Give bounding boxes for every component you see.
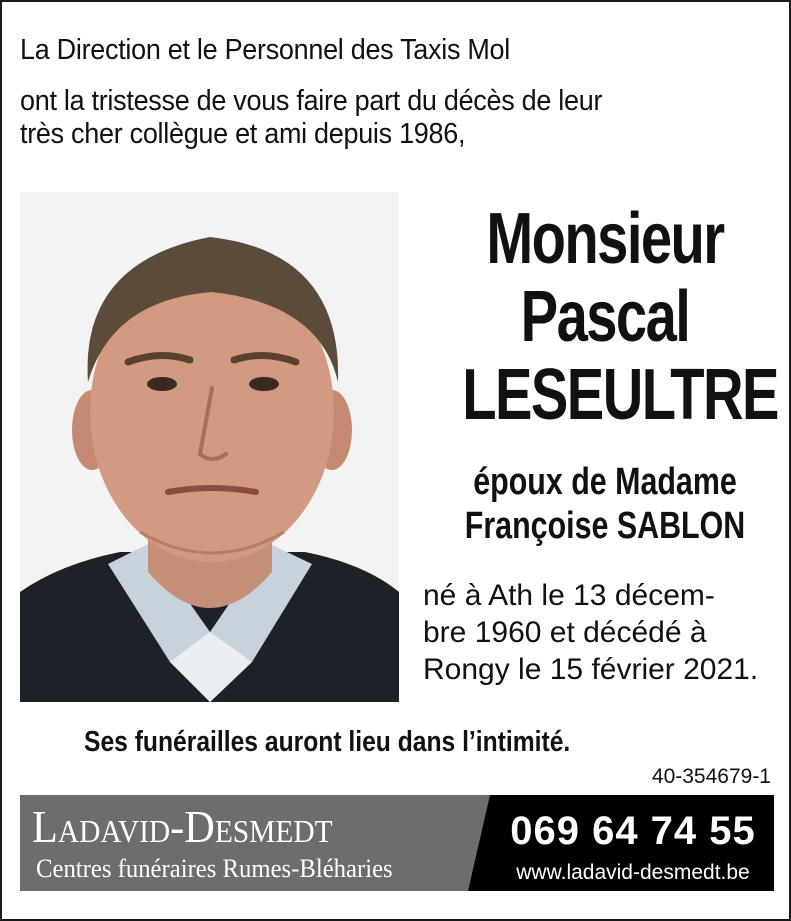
deceased-first-name: Pascal — [520, 277, 690, 357]
funeral-home-phone: 069 64 74 55 — [510, 809, 756, 853]
spouse-info — [455, 460, 756, 548]
dates-line-1: né à Ath le 13 décem- — [423, 579, 715, 612]
funeral-home-banner — [20, 795, 774, 891]
reference-number: 40-354679-1 — [651, 765, 771, 788]
deceased-portrait — [20, 192, 399, 702]
deceased-name — [462, 199, 778, 435]
funeral-notice: Ses funérailles auront lieu dans l’intimité. — [84, 726, 571, 758]
birth-death-dates — [423, 577, 775, 688]
spouse-line-2: Françoise SABLON — [464, 505, 746, 547]
intro-line-1: La Direction et le Personnel des Taxis Mol — [20, 34, 510, 66]
deceased-title: Monsieur — [486, 199, 724, 279]
intro-line-2: ont la tristesse de vous faire part du décès de leur — [20, 85, 603, 117]
dates-line-2: bre 1960 et décédé à — [423, 616, 707, 649]
funeral-home-website: www.ladavid-desmedt.be — [516, 861, 750, 884]
intro-text — [20, 34, 727, 151]
funeral-home-name: Ladavid-Desmedt — [32, 801, 333, 852]
deceased-last-name: LESEULTRE — [462, 355, 778, 435]
funeral-home-subtitle: Centres funéraires Rumes-Bléharies — [36, 854, 393, 883]
intro-line-3: très cher collègue et ami depuis 1986, — [20, 118, 466, 150]
dates-line-3: Rongy le 15 février 2021. — [423, 653, 759, 686]
spouse-line-1: époux de Madame — [473, 461, 737, 503]
